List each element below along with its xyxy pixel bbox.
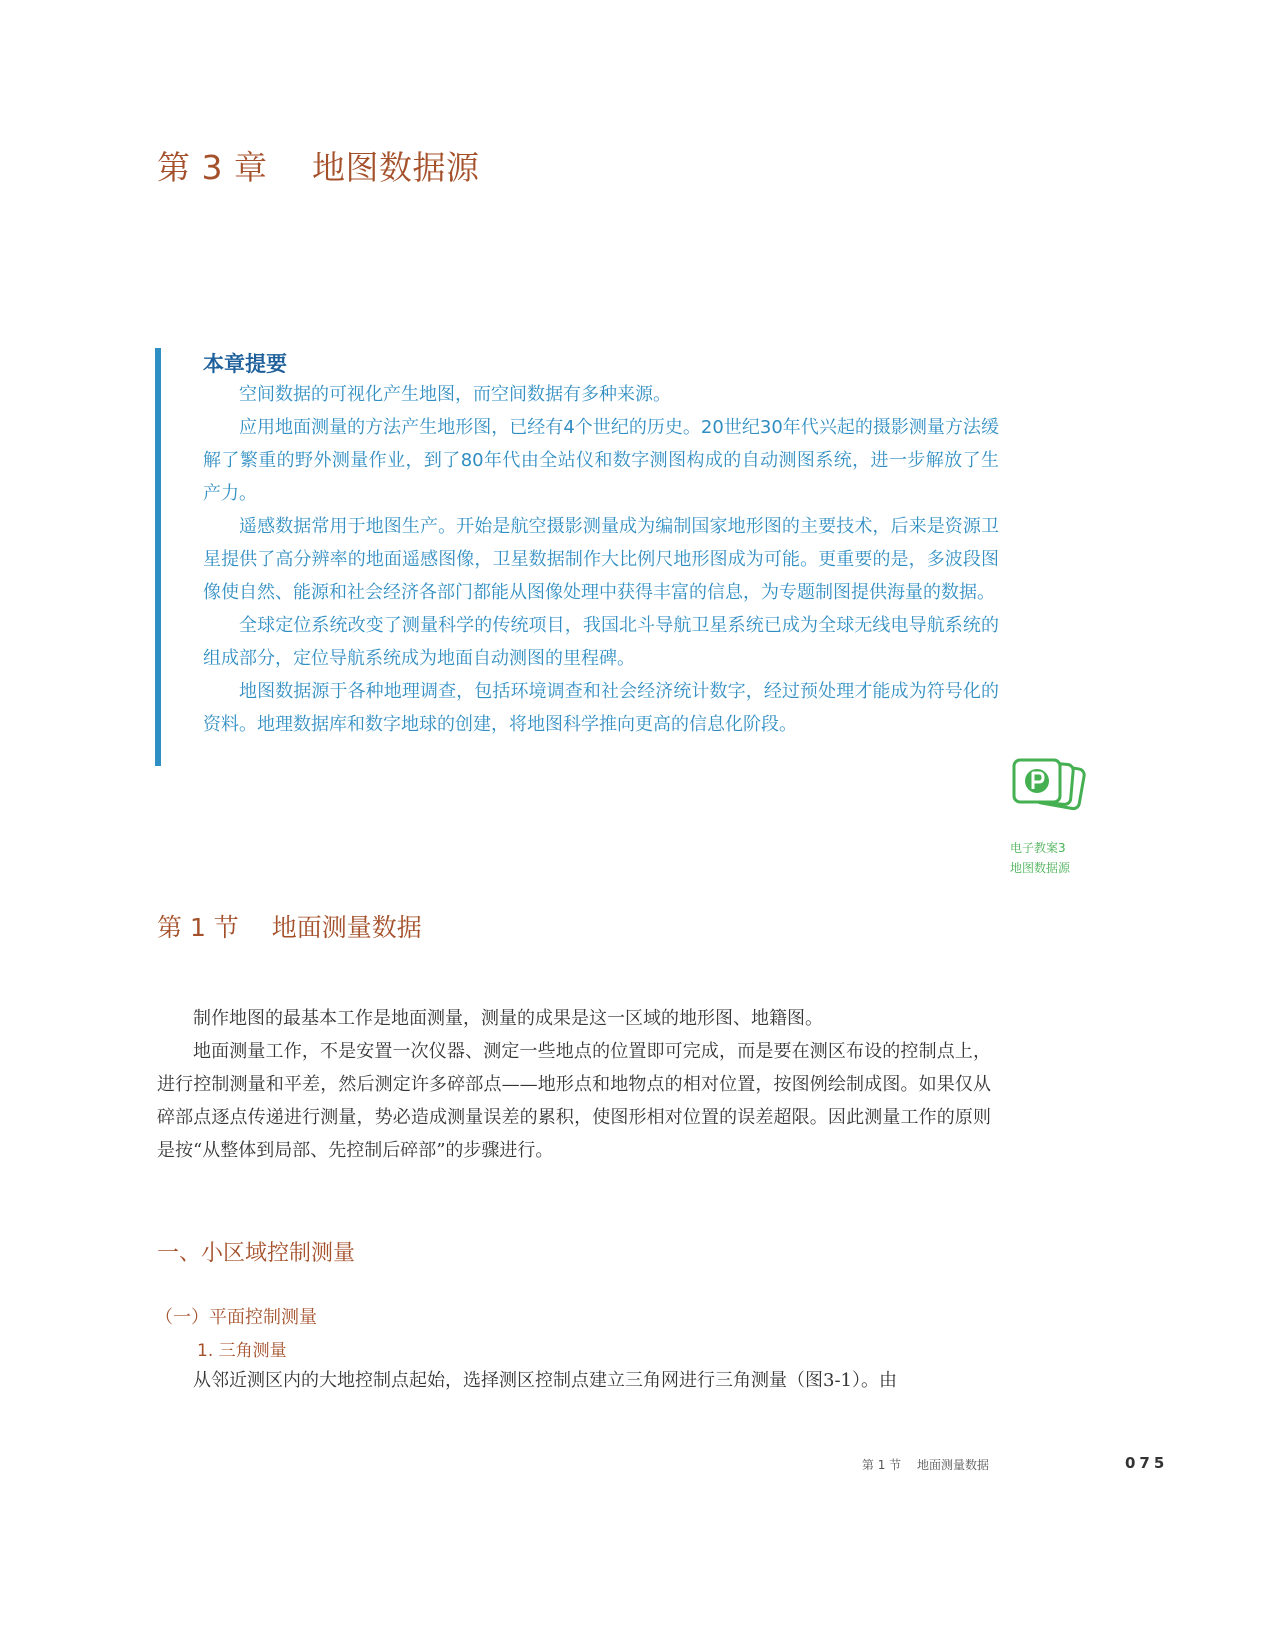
summary-paragraph: 地图数据源于各种地理调查，包括环境调查和社会经济统计数字，经过预处理才能成为符号化的资料。地理数据库和数字地球的创建，将地图科学推向更高的信息化阶段。 bbox=[203, 681, 999, 735]
body-paragraph: 地面测量工作，不是安置一次仪器、测定一些地点的位置即可完成，而是要在测区布设的控制点上，进行控制测量和平差，然后测定许多碎部点——地形点和地物点的相对位置，按图例绘制成图。如果仅从碎部点逐点传递进行测量，势必造成测量误差的累积，使图形相对位置的误差超限。因此测量工作的原则是按“从整体到局部、先控制后碎部”的步骤进行。 bbox=[157, 1041, 991, 1161]
section-title: 第 1 节 地面测量数据 bbox=[157, 913, 422, 942]
summary-title: 本章提要 bbox=[203, 352, 287, 376]
item-title: 1. 三角测量 bbox=[197, 1341, 287, 1361]
summary-text bbox=[203, 378, 999, 741]
body-paragraph: 制作地图的最基本工作是地面测量，测量的成果是这一区域的地形图、地籍图。 bbox=[193, 1008, 823, 1029]
summary-paragraph: 空间数据的可视化产生地图，而空间数据有多种来源。 bbox=[239, 384, 671, 405]
page-number: 075 bbox=[1125, 1454, 1169, 1472]
body-paragraph: 从邻近测区内的大地控制点起始，选择测区控制点建立三角网进行三角测量（图3-1）。由 bbox=[193, 1370, 897, 1391]
summary-paragraph: 全球定位系统改变了测量科学的传统项目，我国北斗导航卫星系统已成为全球无线电导航系统的组成部分，定位导航系统成为地面自动测图的里程碑。 bbox=[203, 615, 999, 669]
electronic-lesson-plan-link[interactable] bbox=[1010, 756, 1100, 878]
presentation-icon bbox=[1010, 756, 1090, 816]
chapter-title: 第 3 章 地图数据源 bbox=[157, 148, 480, 187]
subsection-title: 一、小区域控制测量 bbox=[157, 1241, 356, 1266]
subsubsection-title: （一）平面控制测量 bbox=[155, 1307, 317, 1328]
summary-paragraph: 应用地面测量的方法产生地形图，已经有4个世纪的历史。20世纪30年代兴起的摄影测量方法缓解了繁重的野外测量作业，到了80年代由全站仪和数字测图构成的自动测图系统，进一步解放了生产力。 bbox=[203, 417, 999, 504]
eplan-label: 电子教案3 bbox=[1010, 841, 1066, 855]
footer-section-label: 第 1 节 地面测量数据 bbox=[861, 1458, 989, 1472]
section-body bbox=[157, 1002, 991, 1167]
chapter-summary-box bbox=[155, 348, 1001, 766]
eplan-label: 地图数据源 bbox=[1010, 861, 1071, 875]
summary-paragraph: 遥感数据常用于地图生产。开始是航空摄影测量成为编制国家地形图的主要技术，后来是资源卫星提供了高分辨率的地面遥感图像，卫星数据制作大比例尺地形图成为可能。更重要的是，多波段图像使自然、能源和社会经济各部门都能从图像处理中获得丰富的信息，为专题制图提供海量的数据。 bbox=[203, 516, 999, 603]
